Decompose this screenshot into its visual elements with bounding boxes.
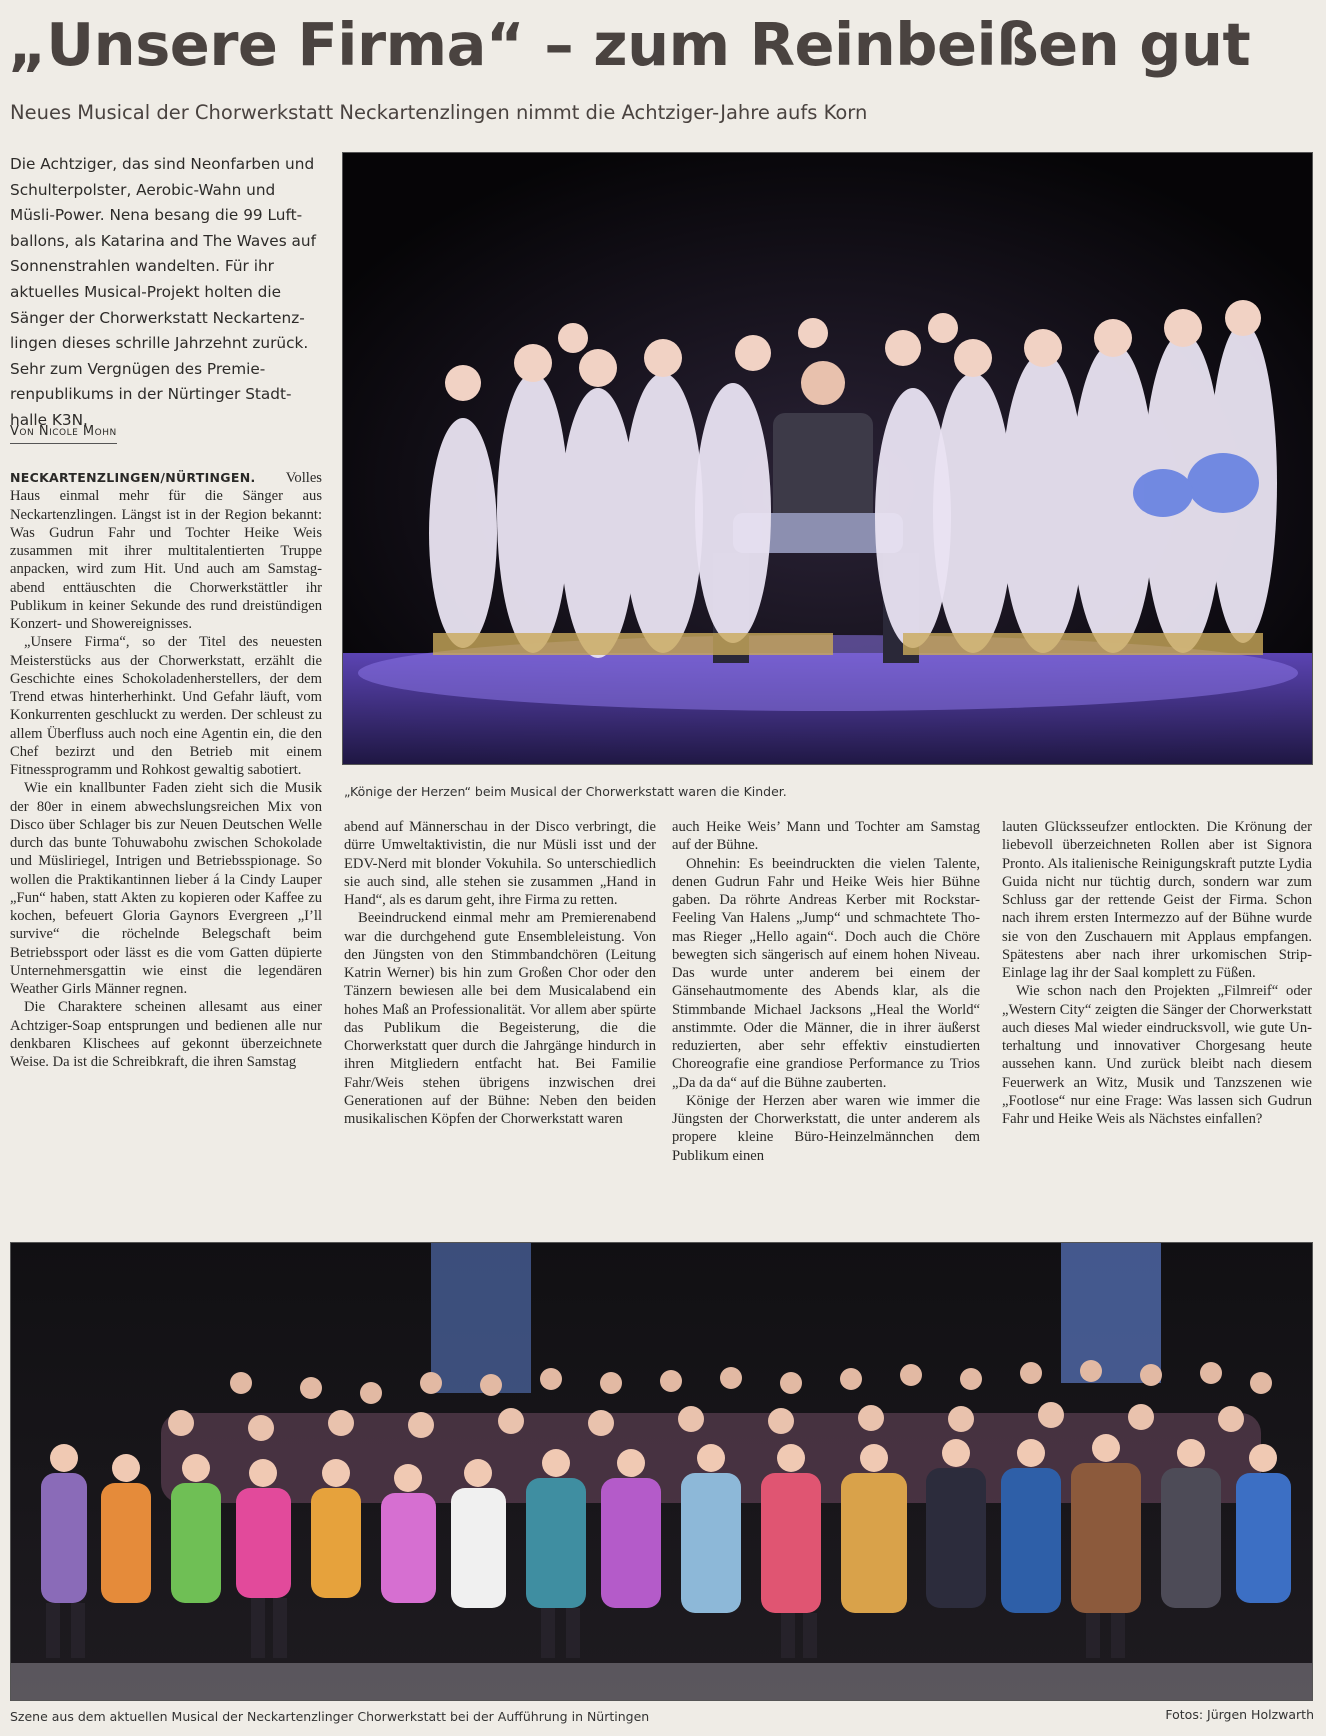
- paragraph: auch Heike Weis’ Mann und Tochter am Samstag auf der Bühne.: [672, 819, 980, 854]
- paragraph: Wie schon nach den Projekten „Filmreif“ oder „Western City“ zeigten die Sänger der Chorwerkstatt auch dieses Mal wieder eindrucksvoll, wie gute Unterhaltung und innovativer Chorgesang heute aussehen kann. Und zurück bleibt nach diesem Feuerwerk an Witz, Musik und Tanzszenen wie „Footlose“ nur eine Frage: Was lassen sich Gudrun Fahr und Heike Weis als Nächstes einfallen?: [1002, 983, 1312, 1127]
- paragraph: „Unsere Firma“, so der Titel des neuesten Meisterstücks aus der Chorwerkstatt, erzählt die Geschichte eines Schokoladenherstellers, der dem Trend etwas hinterherhinkt. Und Gefahr läuft, vom Konkurrenten geschluckt zu werden. Der schleust zu allem Überfluss auch noch eine Agentin ein, die den Chef bezirzt und den Betrieb mit einem Fitnessprogramm und Rohkost gewaltig sabotiert.: [10, 634, 322, 778]
- paragraph: Wie ein knallbunter Faden zieht sich die Musik der 80er in einem abwechslungsreichen Mix von Disco über Schlager bis zur Neuen Deutschen Welle durch das bunte Tohuwabohu zwischen Schokolade und Müsliriegel, Intrigen und Betriebsspionage. So wollen die Praktikantinnen lieber á la Cindy Lauper „Fun“ haben, statt Akten zu kopieren oder Kaffee zu kochen, befeuert Gloria Gaynors Evergreen „I’ll survive“ die röchelnde Belegschaft beim Betriebssport oder lässt es die vom Gatten düpierte Unternehmersgattin wie einst die legendären Weather Girls Männer regnen.: [10, 780, 322, 997]
- paragraph-text: Volles Haus einmal mehr für die Sänger aus Neckartenzlingen. Längst ist in der Region bekannt: Was Gudrun Fahr und Tochter Heike Weis zusammen mit ihrer multitalentierten Truppe anpacken, wird zum Hit. Und auch am Samstagabend enttäuschten die Chorwerkstättler ihr Publikum in keiner Sekunde des rund dreistündigen Konzert- und Showereignisses.: [10, 470, 322, 632]
- paragraph: abend auf Männerschau in der Disco verbringt, die dürre Umweltaktivistin, die nur Müsli isst und der EDV-Nerd mit blonder Vokuhila. So unterschiedlich sie auch sind, alle stehen sie zusammen „Hand in Hand“, als es darum geht, ihre Firma zu retten.: [344, 819, 656, 908]
- article-column-2: [344, 818, 656, 1128]
- article-column-3: [672, 818, 980, 1165]
- paragraph: Könige der Herzen aber waren wie immer die Jüngsten der Chorwerkstatt, die unter anderem als propere kleine Büro-Heinzelmännchen dem Publikum einen: [672, 1092, 980, 1164]
- paragraph: lauten Glücksseufzer entlockten. Die Krönung der liebevoll überzeichneten Rollen aber ist Signora Pronto. Als italienische Reinigungskraft putzte Lydia Guida nicht nur tüchtig durch, sondern war zum Schluss gar der rettende Geist der Firma. Schon nach ihrem ersten Intermezzo auf der Bühne wurde sie von den Zuschauern mit Applaus empfangen. Spätestens aber nach ihrer urkomischen Strip-Einlage lag ihr der Saal komplett zu Füßen.: [1002, 819, 1312, 981]
- intro-paragraph: Die Achtziger, das sind Neonfarben und Schulterpolster, Aerobic-Wahn und Müsli-Power. Nena besang die 99 Luftballons, als Katarina and The Waves auf Sonnenstrahlen wandelten. Für ihr aktuelles Musical-Projekt holten die Sänger der Chorwerkstatt Neckartenzlingen dieses schrille Jahrzehnt zurück. Sehr zum Vergnügen des Premierenpublikums in der Nürtinger Stadthalle K3N.: [10, 155, 316, 429]
- byline: Von Nicole Mohn: [10, 422, 117, 444]
- photo-ensemble: [10, 1242, 1313, 1701]
- photo-credit: Fotos: Jürgen Holzwarth: [1165, 1707, 1314, 1722]
- paragraph: Ohnehin: Es beeindruckten die vielen Talente, denen Gudrun Fahr und Heike Weis hier Bühne gaben. Da röhrte Andreas Kerber mit Rockstar-Feeling Van Halens „Jump“ und schmachtete Thomas Rieger „Hello again“. Doch auch die Chöre bewegten sich sängerisch auf einem hohen Niveau. Das wurde unter anderem bei einem der Gänsehautmomente des Abends klar, als die Stimmbande Michael Jacksons „Heal the World“ anstimmte. Oder die Männer, die in ihrer äußerst reduzierten, aber sehr effektiv einstudierten Choreografie eine grandiose Performance zu Trios „Da da da“ auf die Bühne zauberten.: [672, 855, 980, 1091]
- photo1-caption: „Könige der Herzen“ beim Musical der Chorwerkstatt waren die Kinder.: [344, 784, 787, 799]
- paragraph: Beeindruckend einmal mehr am Premierenabend war die durchgehend gute Ensembleleistung. Von den Jüngsten von den Stimmbandchören (Leitung Katrin Werner) bis hin zum Großen Chor oder den Tänzern bewiesen alle bei dem Musicalabend ein hohes Maß an Professionalität. Vor allem aber spürte das Publikum die Begeisterung, die die Chorwerkstatt quer durch die Jahrgänge hindurch in ihren Mitgliedern entfacht hat. Bei Familie Fahr/Weis stehen übrigens inzwischen drei Generationen auf der Bühne: Neben den beiden musikalischen Köpfen der Chorwerkstatt waren: [344, 910, 656, 1127]
- photo2-caption: Szene aus dem aktuellen Musical der Neckartenzlinger Chorwerkstatt bei der Aufführung in Nürtingen: [10, 1709, 650, 1724]
- dateline: NECKARTENZLINGEN/NÜRTINGEN.: [10, 470, 256, 485]
- headline: „Unsere Firma“ – zum Reinbeißen gut: [8, 10, 1251, 79]
- photo-children-on-stage: [342, 152, 1313, 765]
- subheadline: Neues Musical der Chorwerkstatt Neckartenzlingen nimmt die Achtziger-Jahre aufs Korn: [10, 101, 868, 124]
- article-column-1: [10, 469, 322, 1071]
- paragraph: Die Charaktere scheinen allesamt aus einer Achtziger-Soap entsprungen und bedienen alle nur denkbaren Klischees auf gekonnt überzeichnete Weise. Da ist die Schreibkraft, die ihren Samstag: [10, 999, 322, 1070]
- article-column-4: [1002, 818, 1312, 1128]
- paragraph: [10, 469, 322, 633]
